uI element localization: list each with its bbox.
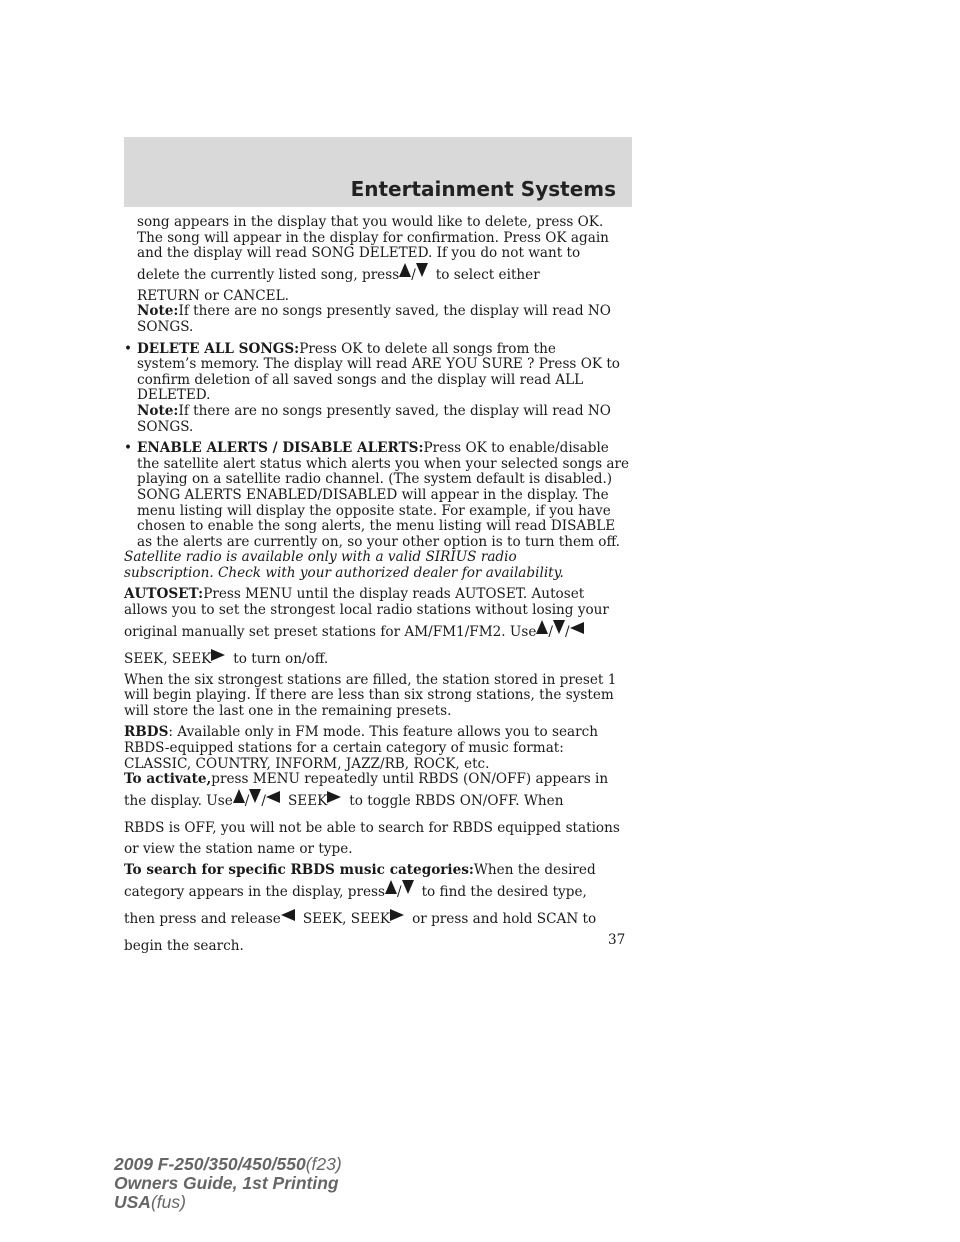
note	[137, 404, 632, 420]
text-span: to find the desired type,	[421, 884, 587, 900]
text-span: to toggle RBDS ON/OFF. When	[349, 792, 564, 809]
text-span: SEEK	[287, 792, 328, 809]
down-arrow-icon	[249, 789, 261, 803]
text-span: press MENU repeatedly until RBDS (ON/OFF) appears in	[211, 771, 609, 788]
subheading: To activate,	[124, 771, 212, 788]
bullet: •	[124, 340, 133, 357]
text-span: Press MENU until the display reads AUTOSET. Autoset	[203, 586, 585, 603]
text-line: begin the search.	[124, 938, 244, 954]
page-content	[124, 215, 632, 960]
italic-line: subscription. Check with your authorized dealer for availability.	[124, 564, 564, 581]
text-line	[124, 772, 632, 788]
footer-line	[114, 1193, 342, 1212]
separator: /	[411, 266, 416, 283]
text-span: the display. Use	[124, 792, 233, 809]
text-line: RBDS is OFF, you will not be able to search for RBDS equipped stations	[124, 819, 620, 836]
text-line: SONG ALERTS ENABLED/DISABLED will appear in the display. The	[137, 486, 609, 503]
text-span: If there are no songs presently saved, the display will read NO	[178, 303, 611, 320]
subheading: To search for specific RBDS music categories:	[124, 862, 474, 879]
up-arrow-icon	[385, 880, 397, 894]
note-label: Note:	[137, 303, 179, 320]
text-line: When the six strongest stations are filled, the station stored in preset 1	[124, 671, 617, 688]
section-heading: RBDS	[124, 724, 169, 741]
up-arrow-icon	[536, 620, 548, 634]
footer-region: USA	[114, 1192, 151, 1212]
text-span: to turn on/off.	[233, 650, 329, 667]
text-span: Press OK to delete all songs from the	[299, 340, 556, 357]
text-line-with-arrows	[124, 879, 632, 906]
text-line: The song will appear in the display for confirmation. Press OK again	[137, 229, 609, 246]
separator: /	[244, 792, 250, 809]
footer-line: Owners Guide, 1st Printing	[114, 1173, 339, 1193]
text-line	[124, 725, 632, 741]
text-line-with-arrows	[124, 646, 632, 673]
text-span: original manually set preset stations for AM/FM1/FM2. Use	[124, 623, 537, 640]
footer-model: 2009 F-250/350/450/550	[114, 1154, 306, 1174]
text-line: the satellite alert status which alerts you when your selected songs are	[137, 455, 630, 472]
text-line: RBDS-equipped stations for a certain category of music format:	[124, 740, 564, 757]
text-line: DELETED.	[137, 387, 211, 404]
text-line: CLASSIC, COUNTRY, INFORM, JAZZ/RB, ROCK, etc.	[124, 755, 490, 772]
text-line: confirm deletion of all saved songs and the display will read ALL	[137, 371, 584, 388]
seek-forward-arrow-icon	[211, 649, 225, 661]
seek-back-arrow-icon	[266, 791, 280, 803]
down-arrow-icon	[553, 620, 565, 634]
text-line: and the display will read SONG DELETED. If you do not want to	[137, 245, 581, 262]
seek-back-arrow-icon	[570, 622, 584, 634]
italic-line: Satellite radio is available only with a valid SIRIUS radio	[124, 549, 517, 566]
separator: /	[565, 623, 570, 640]
text-line	[137, 441, 632, 457]
rbds-section	[124, 725, 632, 857]
text-line-with-arrows	[124, 788, 632, 815]
up-arrow-icon	[233, 789, 245, 803]
text-line: will store the last one in the remaining presets.	[124, 702, 452, 719]
text-span: SEEK, SEEK	[302, 911, 391, 927]
page-number: 37	[608, 932, 626, 948]
item-title: ENABLE ALERTS / DISABLE ALERTS:	[137, 440, 424, 457]
autoset-section	[124, 587, 632, 719]
note-label: Note:	[137, 402, 179, 419]
text-line	[124, 863, 632, 879]
footer	[114, 1155, 342, 1212]
footer-line	[114, 1155, 342, 1174]
text-line: as the alerts are currently on, so your other option is to turn them off.	[137, 533, 620, 550]
text-line	[124, 587, 632, 603]
delete-song-continuation	[124, 215, 632, 336]
text-span: SEEK, SEEK	[124, 650, 212, 667]
text-line-with-arrows	[124, 619, 632, 646]
down-arrow-icon	[416, 263, 428, 277]
note	[137, 304, 632, 320]
text-line: SONGS.	[137, 318, 194, 335]
text-line: playing on a satellite radio channel. (The system default is disabled.)	[137, 471, 613, 488]
text-line: song appears in the display that you would like to delete, press OK.	[137, 214, 604, 230]
text-line: system’s memory. The display will read ARE YOU SURE ? Press OK to	[137, 356, 620, 373]
text-line: RETURN or CANCEL.	[137, 287, 289, 304]
delete-all-songs-item	[124, 342, 632, 436]
text-line-with-arrows	[124, 906, 632, 933]
text-line: or view the station name or type.	[124, 840, 353, 857]
footer-code: (f23)	[305, 1154, 342, 1174]
text-span: category appears in the display, press	[124, 884, 385, 900]
header-band	[124, 137, 632, 207]
text-span: When the desired	[473, 862, 596, 879]
text-line: menu listing will display the opposite state. For example, if you have	[137, 502, 611, 519]
text-span: delete the currently listed song, press	[137, 266, 400, 283]
text-line: allows you to set the strongest local radio stations without losing your	[124, 602, 609, 619]
section-title: Entertainment Systems	[350, 177, 616, 201]
text-line: SONGS.	[137, 418, 194, 435]
footer-code: (fus)	[150, 1192, 186, 1212]
text-line: will begin playing. If there are less than six strong stations, the system	[124, 687, 614, 704]
enable-alerts-item	[124, 441, 632, 550]
separator: /	[261, 792, 266, 809]
text-span: then press and release	[124, 911, 281, 927]
text-line: chosen to enable the song alerts, the menu listing will read DISABLE	[137, 518, 616, 535]
satellite-note	[124, 550, 632, 581]
rbds-search-section	[124, 863, 632, 960]
text-span: : Available only in FM mode. This feature allows you to search	[168, 724, 598, 741]
up-arrow-icon	[399, 263, 411, 277]
item-title: DELETE ALL SONGS:	[137, 340, 300, 357]
seek-forward-arrow-icon	[390, 909, 404, 921]
bullet: •	[124, 440, 133, 457]
text-span: or press and hold SCAN to	[412, 911, 597, 927]
separator: /	[396, 884, 402, 900]
seek-back-arrow-icon	[281, 909, 295, 921]
text-line	[137, 342, 632, 358]
section-heading: AUTOSET:	[124, 586, 204, 603]
text-span: to select either	[435, 266, 540, 283]
down-arrow-icon	[402, 880, 414, 894]
text-span: If there are no songs presently saved, the display will read NO	[178, 402, 611, 419]
separator: /	[548, 623, 553, 640]
text-line-with-arrows	[137, 262, 632, 289]
text-span: Press OK to enable/disable	[423, 440, 609, 457]
seek-forward-arrow-icon	[327, 791, 341, 803]
